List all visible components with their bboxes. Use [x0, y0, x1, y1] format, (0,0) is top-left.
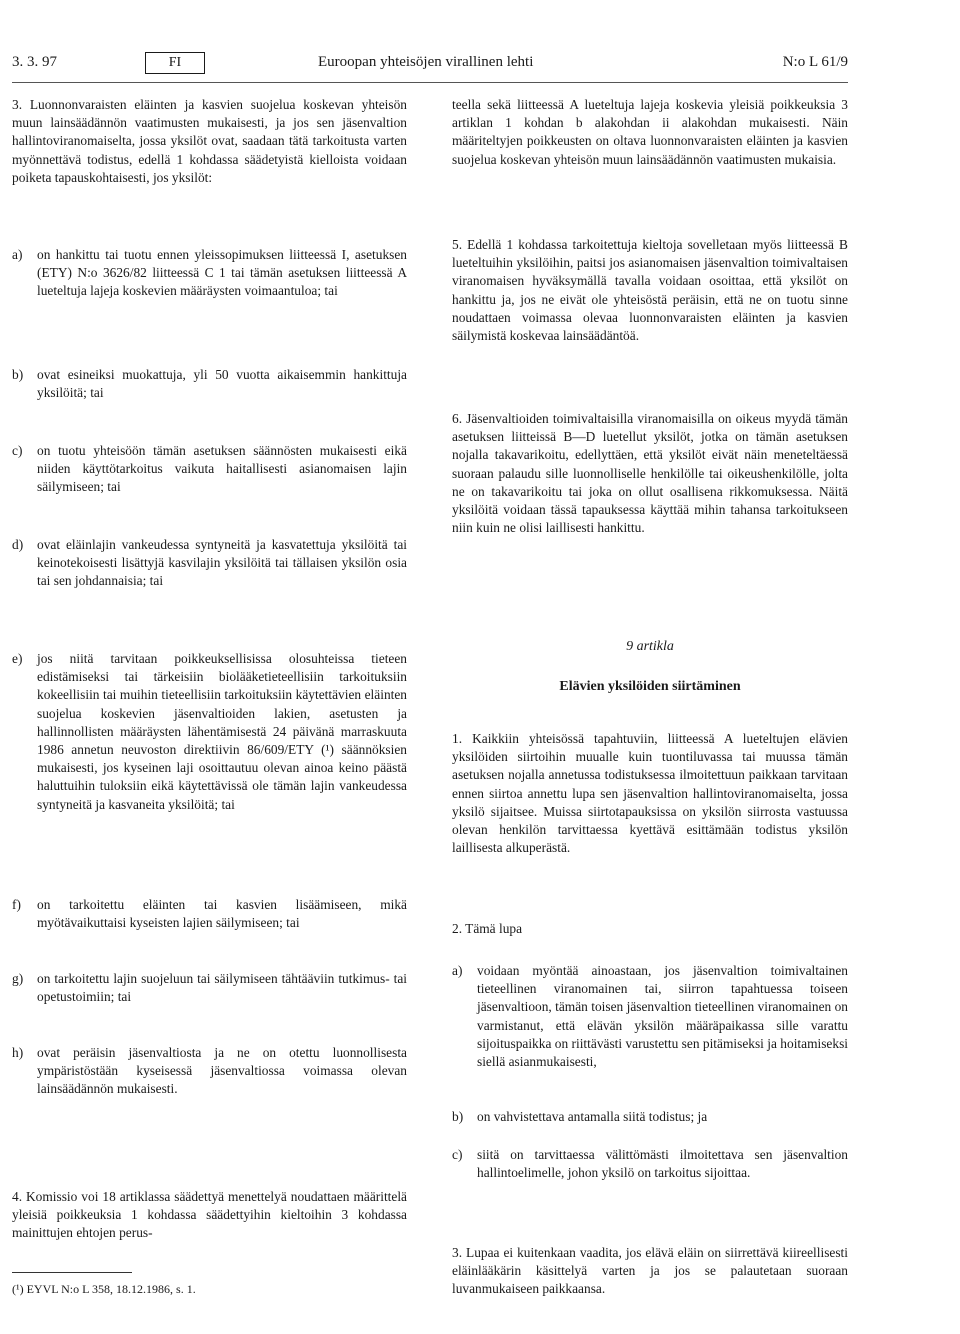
right-paragraph-5 — [452, 236, 848, 345]
list-item-b — [12, 366, 407, 402]
item-label: b) — [452, 1109, 464, 1124]
item-label: a) — [452, 963, 463, 978]
paragraph-text: 1. Kaikkiin yhteisössä tapahtuviin, liitteessä A lueteltujen elävien yksilöiden siirtoihin muualle kuin tuontiluvassa tai muussa tämän asetuksen nojalla annetussa todistuksessa ilmoitettuun paikkaan tarvitaan ennen siirtoa annettu lupa sen jäsenvaltion hallintoviranomaiselta, jossa yksilö sijaitsee. Muissa siirtotapauksissa on yksilön siirrosta vastuussa olevan henkilön tarvittaessa kyettävä esittämään todistus yksilön laillisesta alkuperästä. — [452, 731, 848, 856]
paragraph-text: 5. Edellä 1 kohdassa tarkoitettuja kieltoja sovelletaan myös liitteessä B lueteltuihin yksilöihin, paitsi jos asianomaisen jäsenvaltion toimivaltaisen viranomaisen hyväksymällä tavalla voidaan osoittaa, että yksilöt on hankittu ja, jos ne eivät ole yhteisöstä peräisin, että ne on tuotu sinne noudattaen voimassa olevaa luonnonvaraisten eläinten ja kasvien säilymistä koskevaa lainsäädäntöä. — [452, 237, 848, 344]
item-label: e) — [12, 651, 23, 666]
item-label: b) — [12, 367, 24, 382]
paragraph-text: 3. Luonnonvaraisten eläinten ja kasvien suojelua koskevan yhteisön muun lainsäädännön vaatimusten mukaisesti, ja jos sen jäsenvaltion hallintoviranomaiselta, jossa yksilöt ovat, saadaan tätä tarkoitusta varten myönnettävä todistus, edellä 1 kohdassa säädetyistä kielloista voidaan poiketa tapauskohtaisesti, jos yksilöt: — [12, 97, 407, 185]
item-text: ovat esineiksi muokattuja, yli 50 vuotta aikaisemmin hankittuja yksilöitä; tai — [37, 367, 407, 401]
item-label: c) — [12, 443, 23, 458]
paragraph-text: 4. Komissio voi 18 artiklassa säädettyä menettelyä noudattaen määrittelä yleisiä poikkeuksia 1 kohdassa säädettyihin kieltoihin 3 kohdassa mainittujen ehtojen perus- — [12, 1189, 407, 1241]
paragraph-text: 6. Jäsenvaltioiden toimivaltaisilla viranomaisilla on oikeus myydä tämän asetuksen liitteissä B—D luetellut yksilöt, jotka on tämän asetuksen nojalla takavarikoitu, edellyttäen, että yksilöt eivät näin meneteltäessä suoraan palaudu sille luonnolliselle henkilölle tai oikeushenkilölle, jolta ne on takavarikoitu tai joka on ollut osallisena rikkomuksessa. Näitä yksilöitä voidaan tässä tapauksessa käyttää mihin tahansa tarkoitukseen niin kuin ne olisi laillisesti hankittu. — [452, 411, 848, 536]
list-item-e — [12, 650, 407, 814]
paragraph-text: 2. Tämä lupa — [452, 921, 523, 936]
right-paragraph-6 — [452, 410, 848, 537]
item-label: f) — [12, 897, 21, 912]
item-text: on tarkoitettu eläinten tai kasvien lisäämiseen, mikä myötävaikuttaisi kyseisten lajien säilymiseen; tai — [37, 897, 407, 931]
item-text: siitä on tarvittaessa välittömästi ilmoitettava sen jäsenvaltion hallintoelimelle, johon yksilö on tarkoitus sijoittaa. — [477, 1147, 848, 1181]
item-text: ovat peräisin jäsenvaltiosta ja ne on otettu luonnollisesta ympäristöstään kyseisessä jäsenvaltiossa voimassa olevan lainsäädännön mukaisesti. — [37, 1045, 407, 1097]
item-text: on vahvistettava antamalla siitä todistus; ja — [477, 1109, 708, 1124]
item-text: ovat eläinlajin vankeudessa syntyneitä ja kasvatettuja yksilöitä tai keinotekoisesti lisättyjä kasvilajin yksilöitä tai tällaisen yksilön osia tai sen johdannaisia; tai — [37, 537, 407, 589]
article-title: Elävien yksilöiden siirtäminen — [559, 679, 741, 694]
item-label: a) — [12, 247, 23, 262]
article-paragraph-2 — [452, 920, 848, 938]
list-item-g — [12, 970, 407, 1006]
header-rule — [12, 82, 848, 83]
paragraph-text: 3. Lupaa ei kuitenkaan vaadita, jos elävä eläin on siirrettävä kiireellisesti eläinlääkärin käsittelyä varten ja jos se palautetaan suoraan luvanmukaiseen paikkaansa. — [452, 1245, 848, 1297]
item-label: d) — [12, 537, 24, 552]
item-text: on hankittu tai tuotu ennen yleissopimuksen liitteessä I, asetuksen (ETY) N:o 3626/82 liitteessä C 1 tai tämän asetuksen liitteessä A lueteltuja lajeja koskevien määräysten voimaantuloa; tai — [37, 247, 407, 299]
right-continuation — [452, 96, 848, 169]
left-paragraph-4 — [12, 1188, 407, 1243]
paragraph-text: teella sekä liitteessä A lueteltuja lajeja koskevia yleisiä poikkeuksia 3 artiklan 1 kohdan b alakohdan ii alakohdan mukaisesti. Näin määriteltyjen poikkeusten on oltava luonnonvaraisten eläinten ja kasvien suojelua koskevan yhteisön muun lainsäädännön vaatimusten mukaisia. — [452, 97, 848, 167]
journal-title: Euroopan yhteisöjen virallinen lehti — [318, 54, 534, 70]
list-item-h — [12, 1044, 407, 1099]
footnote: (¹) EYVL N:o L 358, 18.12.1986, s. 1. — [12, 1282, 196, 1296]
page-header — [12, 52, 848, 76]
item-text: on tuotu yhteisöön tämän asetuksen säännösten mukaisesti eikä niiden käyttötarkoitus vaikuta haitallisesti asianomaisen lajin säilymiseen; tai — [37, 443, 407, 495]
list-item-c — [12, 442, 407, 497]
item-label: c) — [452, 1147, 463, 1162]
permit-item-c — [452, 1146, 848, 1182]
left-paragraph-3 — [12, 96, 407, 187]
item-text: on tarkoitettu lajin suojeluun tai säilymiseen tähtääviin tutkimus- tai opetustoimiin; tai — [37, 971, 407, 1005]
permit-item-b — [452, 1108, 848, 1126]
permit-item-a — [452, 962, 848, 1071]
item-label: g) — [12, 971, 24, 986]
footnote-rule — [12, 1272, 132, 1273]
list-item-d — [12, 536, 407, 591]
publication-date: 3. 3. 97 — [12, 54, 57, 70]
article-paragraph-3 — [452, 1244, 848, 1299]
language-box: FI — [145, 52, 205, 74]
article-number: 9 artikla — [626, 639, 674, 654]
item-label: h) — [12, 1045, 24, 1060]
list-item-a — [12, 246, 407, 301]
list-item-f — [12, 896, 407, 932]
item-text: voidaan myöntää ainoastaan, jos jäsenvaltion toimivaltainen tieteellinen viranomainen tai, siirron tapahtuessa toiseen jäsenvaltioon, tämän toisen jäsenvaltion tieteellinen viranomainen on varmistanut, että elävän yksilön määräpaikassa sille varattu sijoituspaikka on riittävästi varustettu sen pitämiseksi ja hoitamiseksi siellä asianmukaisesti, — [477, 963, 848, 1070]
item-text: jos niitä tarvitaan poikkeuksellisissa olosuhteissa tieteen edistämiseksi tai tärkeisiin biolääketieteellisiin tarkoituksiin kokeellisiin tai muihin tieteellisiin tarkoituksiin käytettävien eläinten suojelua koskevien jäsenvaltioiden lakien, asetusten ja hallinnollisten määräysten lähentämisestä 24 päivänä marraskuuta 1986 annetun neuvoston direktiivin 86/609/ETY (¹) säännöksien mukaisesti, jos kyseinen laji osoittautuu olevan ainoa keino päästä haluttuihin tuloksiin eikä käytettävissä ole tämän lajin vankeudessa syntyneitä ja kasvaneita yksilöitä; tai — [37, 651, 407, 812]
page-number: N:o L 61/9 — [782, 54, 848, 70]
article-paragraph-1 — [452, 730, 848, 857]
